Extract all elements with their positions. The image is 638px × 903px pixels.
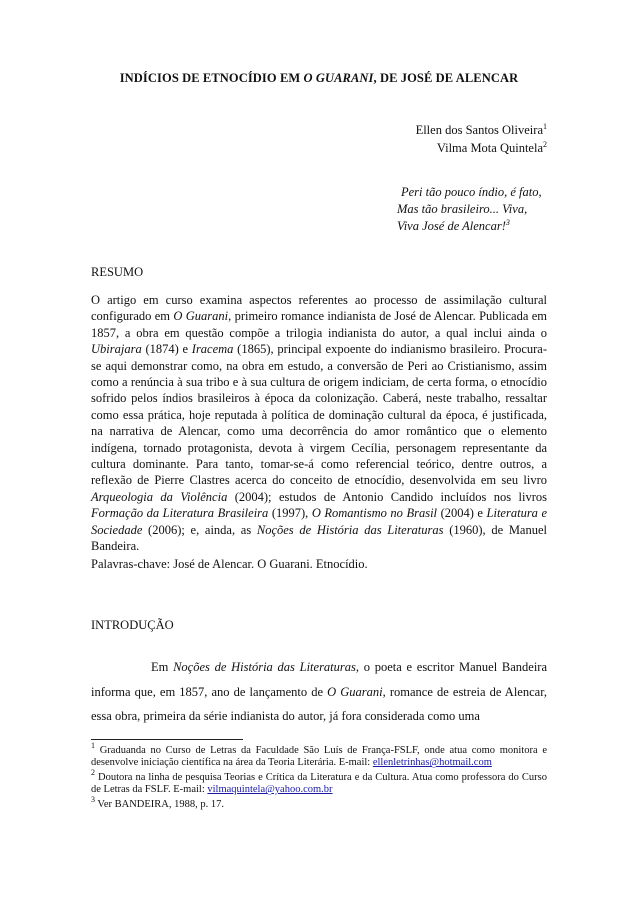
paper-title: INDÍCIOS DE ETNOCÍDIO EM O GUARANI, DE JOSÉ DE ALENCAR	[119, 71, 519, 85]
email-link-1[interactable]: ellenletrinhas@hotmail.com	[372, 757, 492, 769]
footnote-3: $^3$ Ver BANDEIRA, 1988, p. 17.	[91, 795, 225, 810]
footnote-2: $^2$ Doutora na linha de pesquisa Teorias e Crítica da Literatura e da Cultura. Atua como professora do Curso de Letras da FSLF. E-mail: vilmaquintela@yahoo.com.br	[91, 768, 547, 796]
epigraph-line-1: Peri tão pouco índio, é fato,	[401, 185, 542, 199]
author-2: Vilma Mota Quintela$^2$	[436, 140, 547, 155]
epigraph-line-3: Viva José de Alencar!$^3$	[397, 218, 510, 233]
epigraph	[397, 184, 542, 235]
intro-heading: INTRODUÇÃO	[91, 618, 174, 632]
keywords: Palavras-chave: José de Alencar. O Guarani. Etnocídio.	[91, 557, 368, 571]
author-1: Ellen dos Santos Oliveira$^1$	[415, 122, 547, 137]
abstract-body: O artigo em curso examina aspectos referentes ao processo de assimilação cultural configurado em O Guarani, primeiro romance indianista de José de Alencar. Publicada em 1857, a obra em questão compõe a trilogia indianista do autor, a qual inclui ainda o Ubirajara (1874) e Iracema (1865), principal expoente do indianismo brasileiro. Procura-se aqui demonstrar como, na obra em estudo, a conversão de Peri ao Cristianismo, assim como a renúncia à sua tribo e à sua cultura de origem indiciam, de certa forma, o etnocídio sofrido pelos índios brasileiros à época da colonização. Caberá, neste trabalho, ressaltar como essa prática, hoje reputada à política de dominação cultural da época, é justificada, na narrativa de Alencar, como uma decorrência do amor romântico que o elemento indígena, tornado protagonista, devota à virgem Cecília, personagem representante da cultura dominante. Para tanto, tomar-se-á como referencial teórico, dentre outros, a reflexão de Pierre Clastres acerca do conceito de etnocídio, desenvolvida em seu livro Arqueologia da Violência (2004); estudos de Antonio Candido incluídos nos livros Formação da Literatura Brasileira (1997), O Romantismo no Brasil (2004) e Literatura e Sociedade (2006); e, ainda, as Noções de História das Literaturas (1960), de Manuel Bandeira.	[91, 293, 548, 554]
email-link-2[interactable]: vilmaquintela@yahoo.com.br	[207, 784, 333, 796]
resumo-heading: RESUMO	[91, 265, 144, 279]
epigraph-line-2: Mas tão brasileiro... Viva,	[397, 202, 528, 216]
footnote-1: $^1$ Graduanda no Curso de Letras da Faculdade São Luís de França-FSLF, onde atua como monitora e desenvolve iniciação científica na área da Teoria Literária. E-mail: ellenletrinhas@hotmail.com	[91, 741, 547, 769]
intro-body: Em Noções de História das Literaturas, o poeta e escritor Manuel Bandeira informa que, em 1857, ano de lançamento de O Guarani, romance de estreia de Alencar, essa obra, primeira da série indianista do autor, já fora considerada como uma	[91, 660, 548, 723]
footnote-separator	[91, 739, 243, 740]
